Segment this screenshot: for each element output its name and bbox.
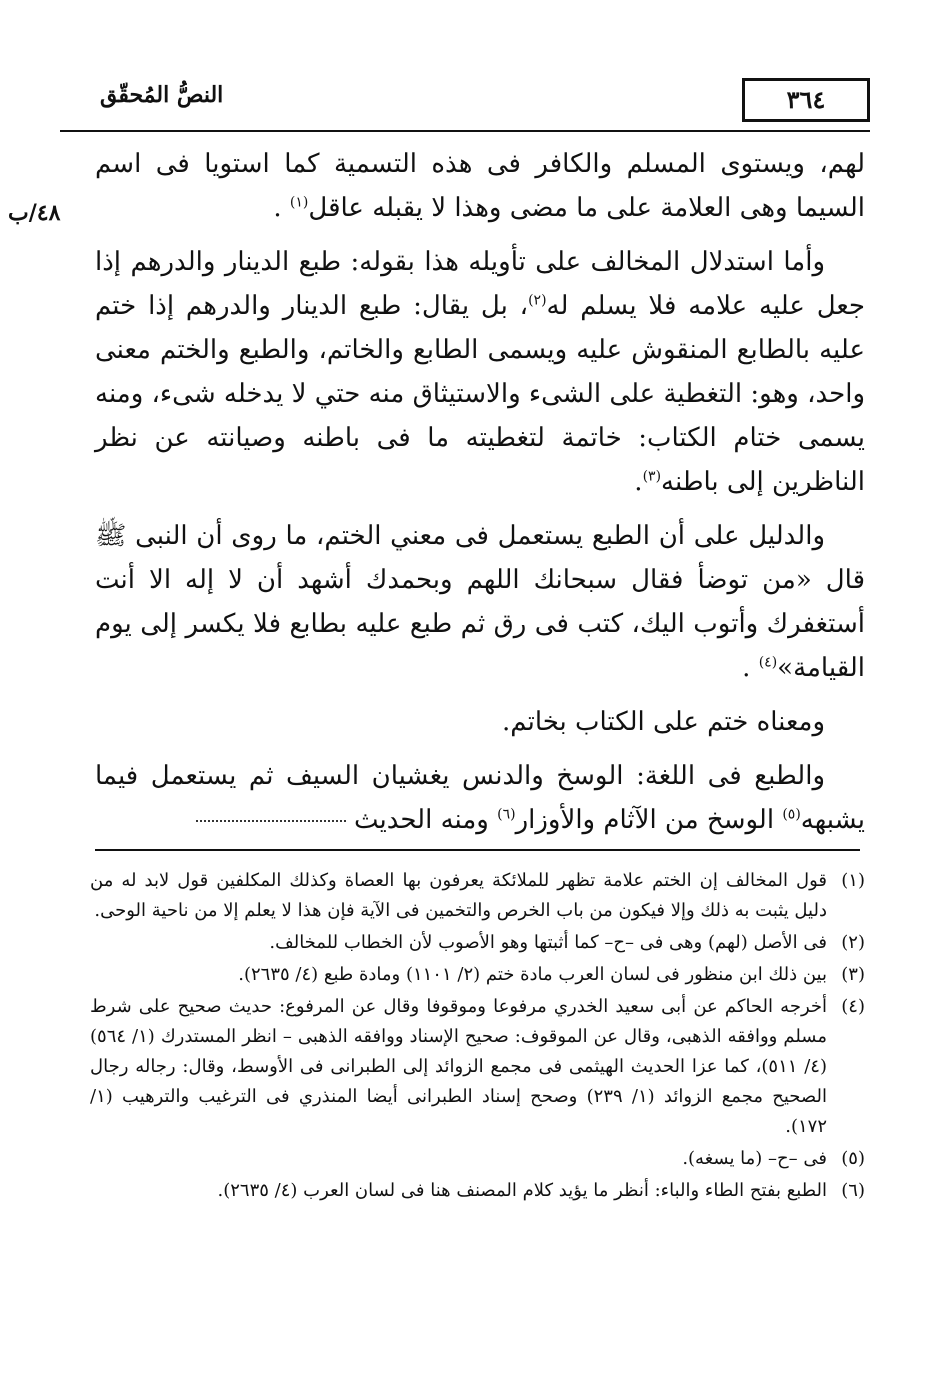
page-number: ٣٦٤ — [742, 78, 870, 122]
footnote-6: (٦)الطبع بفتح الطاء والباء: أنظر ما يؤيد كلام المصنف هنا فى لسان العرب (٤/ ٢٦٣٥). — [217, 1180, 865, 1201]
page-header — [70, 78, 870, 130]
footnote-separator — [95, 849, 860, 851]
footnote-ref-5[interactable]: (٥) — [782, 806, 801, 823]
continuation-dots — [196, 820, 346, 822]
footnote-ref-4[interactable]: (٤) — [758, 654, 778, 671]
footnote-2: (٢)فى الأصل (لهم) وهى فى –ح– كما أثبتها وهو الأصوب لأن الخطاب للمخالف. — [269, 932, 865, 953]
footnote-5: (٥)فى –ح– (ما يسغه). — [682, 1148, 865, 1169]
footnote-4: (٤)أخرجه الحاكم عن أبى سعيد الخدري مرفوعا وموقوفا وقال عن المرفوع: حديث صحيح على شرط مسلم ووافقه الذهبى، وقال عن الموقوف: صحيح الإسناد ووافقه الذهبى – انظر المستدرك (١/ ٥٦٤) (٤/ ٥١١)، كما عزا الحديث الهيثمى فى مجمع الزوائد إلى الطبرانى فى الأوسط، وقال: رجاله رجال الصحيح مجمع الزوائد (١/ ٢٣٩) وصحح إسناد الطبرانى أيضا المنذري فى الترغيب والترهيب (١/ ١٧٢). — [90, 996, 865, 1137]
running-title: النصُّ المُحقّق — [100, 82, 224, 108]
footnote-ref-1[interactable]: (١) — [289, 194, 309, 211]
paragraph-1: لهم، ويستوى المسلم والكافر فى هذه التسمية كما استويا فى اسم السيما وهى العلامة على ما مضى وهذا لا يقبله عاقل$^{(١)}$ . — [95, 149, 865, 223]
paragraph-5: والطبع فى اللغة: الوسخ والدنس يغشيان السيف ثم يستعمل فيما يشبهه$^{(٥)}$ الوسخ من الآثام والأوزار$^{(٦)}$ ومنه الحديث — [95, 761, 865, 835]
paragraph-2: وأما استدلال المخالف على تأويله هذا بقوله: طبع الدينار والدرهم إذا جعل عليه علامه فلا يسلم له$^{(٢)}$، بل يقال: طبع الدينار والدرهم إذا ختم عليه بالطابع المنقوش عليه ويسمى الطابع والخاتم، والطبع والختم معنى واحد، وهو: التغطية على الشىء والاستيثاق منه حتي لا يدخله شىء، ومنه يسمى ختام الكتاب: خاتمة لتغطيته ما فى باطنه وصيانته عن نظر الناظرين إلى باطنه$^{(٣)}$. — [95, 247, 866, 497]
paragraph-4: ومعناه ختم على الكتاب بخاتم. — [502, 707, 825, 737]
footnote-ref-2[interactable]: (٢) — [528, 292, 547, 309]
footnote-3: (٣)بين ذلك ابن منظور فى لسان العرب مادة ختم (٢/ ١١٠١) ومادة طبع (٤/ ٢٦٣٥). — [238, 964, 865, 985]
header-rule — [60, 130, 870, 132]
main-text — [95, 142, 865, 842]
footnote-1: (١)قول المخالف إن الختم علامة تظهر للملائكة يعرفون بها العصاة وكذلك المكلفين قول لابد له من دليل يثبت به ذلك وإلا فيكون من باب الخرص والتخمين فى الآية فإن هذا لا يعلم إلا من ناحية الوحى. — [90, 870, 865, 921]
footnote-ref-3[interactable]: (٣) — [642, 468, 662, 485]
footnote-ref-6[interactable]: (٦) — [497, 806, 516, 823]
footnotes — [90, 866, 865, 1208]
paragraph-3: والدليل على أن الطبع يستعمل فى معني الختم، ما روى أن النبى ﷺ قال «من توضأ فقال سبحانك اللهم وبحمدك أشهد أن لا إله الا أنت أستغفرك وأتوب اليك، كتب فى رق ثم طبع عليه بطابع فلا يكسر إلى يوم القيامة»$^{(٤)}$ . — [95, 521, 866, 683]
manuscript-folio-marker: ٤٨/ب — [8, 200, 61, 226]
